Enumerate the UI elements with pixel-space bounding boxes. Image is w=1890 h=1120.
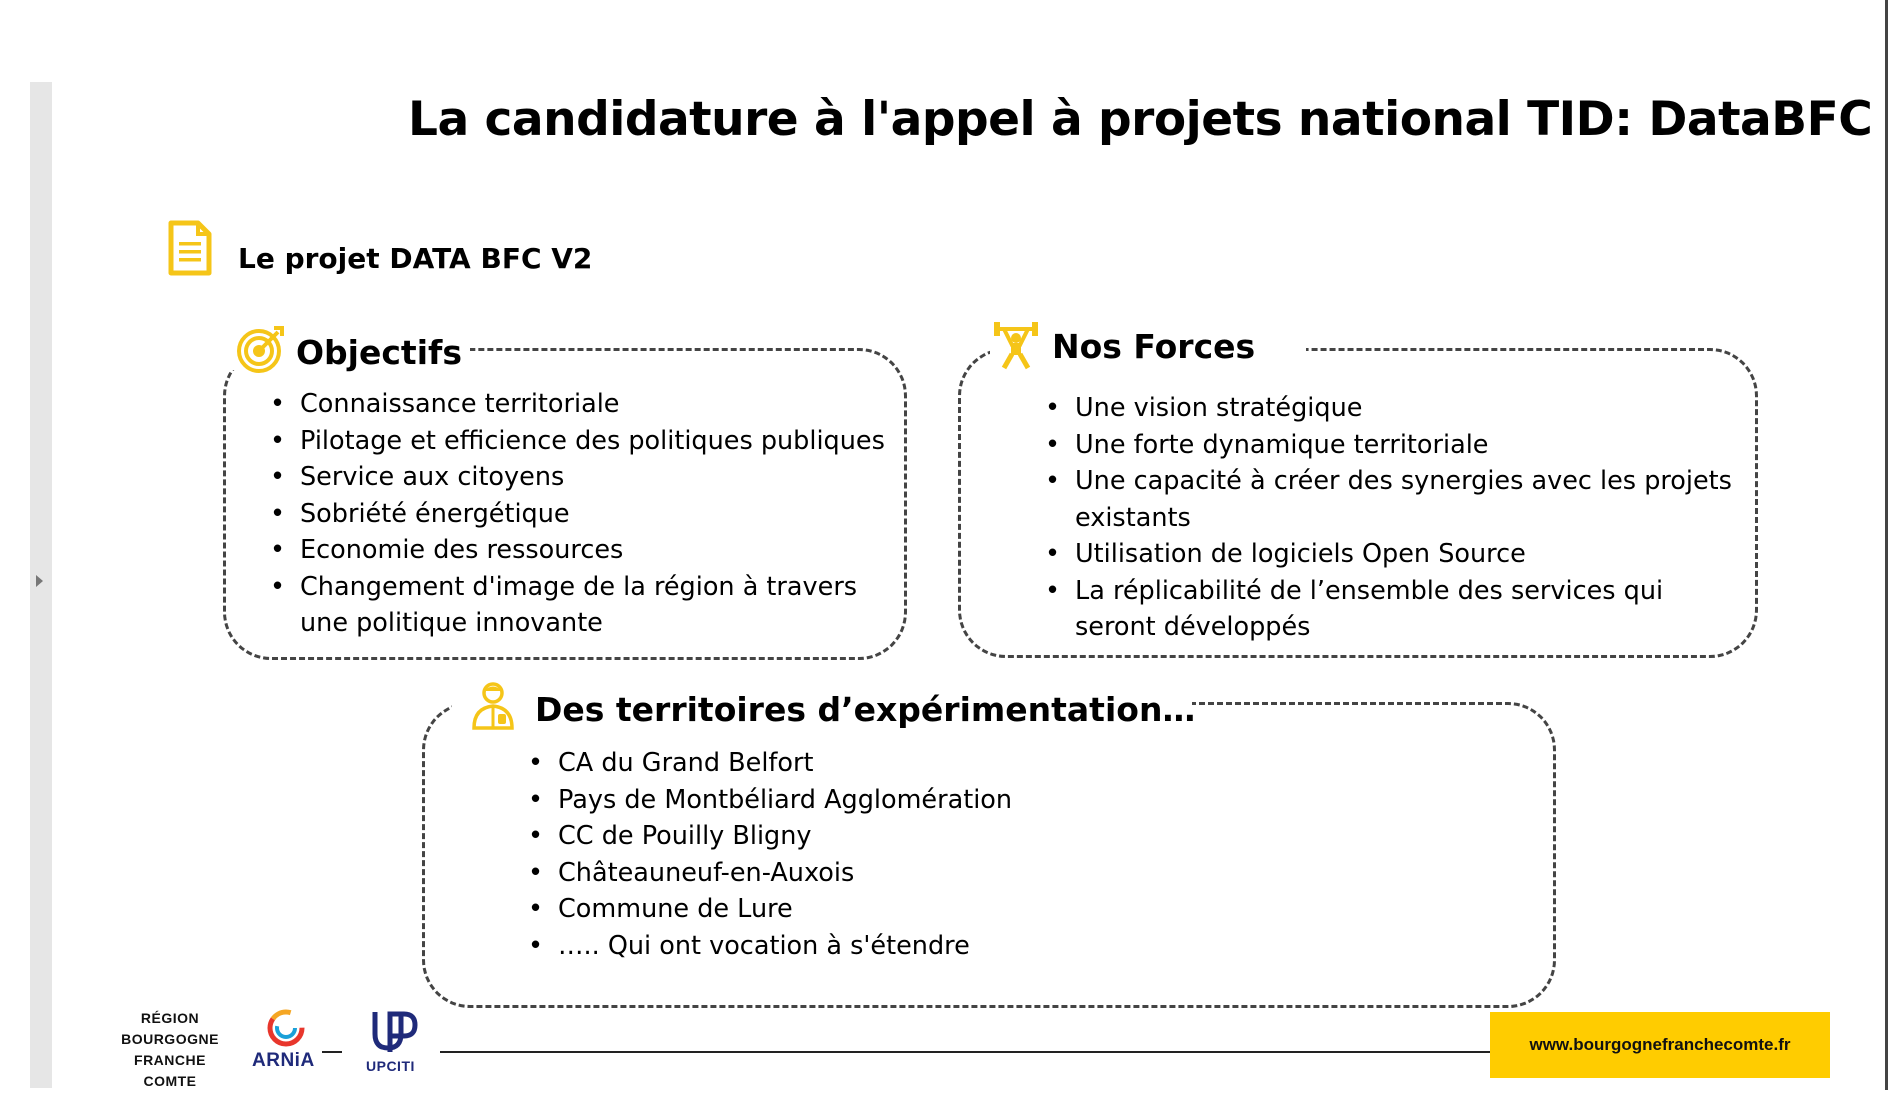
upciti-logo-icon bbox=[370, 1008, 420, 1054]
list-item: • La réplicabilité de l’ensemble des services qui seront développés bbox=[1045, 573, 1745, 646]
list-item: • CA du Grand Belfort bbox=[528, 745, 1328, 782]
slide-title: La candidature à l'appel à projets national TID: DataBFC bbox=[408, 92, 1873, 147]
arnia-logo-icon bbox=[266, 1008, 306, 1048]
expand-arrow-icon[interactable] bbox=[36, 575, 43, 587]
list-item: • Pilotage et efficience des politiques publiques bbox=[270, 423, 910, 460]
list-item: • CC de Pouilly Bligny bbox=[528, 818, 1328, 855]
document-icon bbox=[168, 220, 212, 276]
weightlifter-icon bbox=[992, 318, 1040, 370]
list-item: • Changement d'image de la région à travers une politique innovante bbox=[270, 569, 910, 642]
footer-divider bbox=[322, 1051, 342, 1053]
subtitle: Le projet DATA BFC V2 bbox=[238, 242, 593, 275]
list-item: • ….. Qui ont vocation à s'étendre bbox=[528, 928, 1328, 965]
objectifs-heading: Objectifs bbox=[296, 333, 463, 372]
list-item: • Une capacité à créer des synergies avec les projets existants bbox=[1045, 463, 1745, 536]
list-item: • Utilisation de logiciels Open Source bbox=[1045, 536, 1745, 573]
list-item: • Economie des ressources bbox=[270, 532, 910, 569]
list-item: • Pays de Montbéliard Agglomération bbox=[528, 782, 1328, 819]
upciti-logo: UPCITI bbox=[366, 1058, 415, 1074]
region-logo: RÉGION BOURGOGNE FRANCHE COMTE bbox=[121, 1010, 219, 1089]
footer-divider bbox=[440, 1051, 1490, 1053]
list-item: • Commune de Lure bbox=[528, 891, 1328, 928]
forces-heading: Nos Forces bbox=[1052, 327, 1256, 366]
list-item: • Une vision stratégique bbox=[1045, 390, 1745, 427]
list-item: • Sobriété énergétique bbox=[270, 496, 910, 533]
scientist-icon bbox=[468, 680, 518, 730]
forces-list bbox=[1045, 390, 1745, 646]
scrollbar[interactable] bbox=[1885, 0, 1888, 1090]
list-item: • Connaissance territoriale bbox=[270, 386, 910, 423]
list-item: • Châteauneuf-en-Auxois bbox=[528, 855, 1328, 892]
territoires-list bbox=[528, 745, 1328, 964]
list-item: • Une forte dynamique territoriale bbox=[1045, 427, 1745, 464]
slide-title-container bbox=[408, 92, 1873, 147]
list-item: • Service aux citoyens bbox=[270, 459, 910, 496]
target-icon bbox=[236, 324, 286, 374]
territoires-heading: Des territoires d’expérimentation… bbox=[535, 690, 1196, 729]
arnia-logo: ARNiA bbox=[252, 1050, 315, 1071]
objectifs-list bbox=[270, 386, 910, 642]
website-url[interactable]: www.bourgognefranchecomte.fr bbox=[1490, 1012, 1830, 1078]
